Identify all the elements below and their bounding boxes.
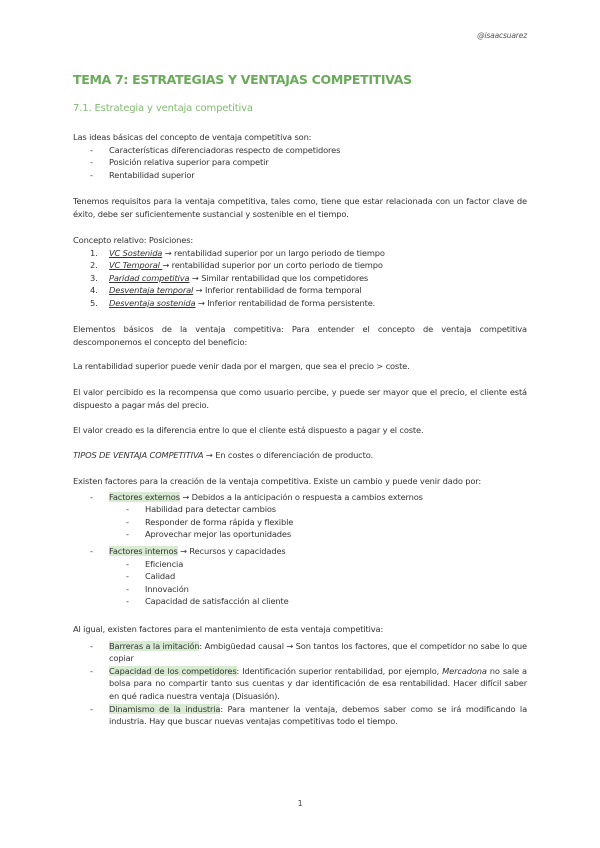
description: → Recursos y capacidades	[177, 545, 286, 556]
highlighted-term: Factores externos	[109, 491, 180, 502]
description: : Para mantener la ventaja, debemos saber como se irá modificando la industria. Hay que buscar nuevas ventajas competitivas todo el tiempo.	[109, 703, 527, 727]
paragraph: Existen factores para la creación de la ventaja competitiva. Existe un cambio y puede venir dado por:	[73, 476, 482, 486]
list-item	[73, 665, 527, 703]
list-item: - Eficiencia	[73, 558, 527, 571]
page-title: TEMA 7: ESTRATEGIAS Y VENTAJAS COMPETITIVAS	[73, 72, 412, 87]
list-item: - Posición relativa superior para competir	[73, 156, 527, 169]
page-header-author: @isaacsuarez	[477, 31, 527, 40]
paragraph: Tenemos requisitos para la ventaja competitiva, tales como, tiene que estar relacionada con un factor clave de éxito, debe ser suficientemente sustancial y sostenible en el tiempo.	[73, 196, 527, 219]
list-item	[73, 545, 527, 558]
description: no sale a bolsa para no compartir tanto sus cuentas y dar identificación de esa rentabilidad. Hacer difícil saber en qué radica nuestra ventaja (Disuasión).	[109, 665, 527, 701]
description: : Ambigüedad causal → Son tantos los factores, que el competidor no sabe lo que copiar	[109, 640, 527, 664]
term: VC Temporal	[109, 260, 163, 271]
list-item: - Innovación	[73, 583, 527, 596]
highlighted-term: Factores internos	[109, 545, 178, 556]
paragraph: El valor percibido es la recompensa que como usuario percibe, y puede ser mayor que el precio, el cliente está dispuesto a pagar más del precio.	[73, 387, 527, 410]
list-item: - Capacidad de satisfacción al cliente	[73, 595, 527, 608]
paragraph: Elementos básicos de la ventaja competitiva: Para entender el concepto de ventaja competitiva descomponemos el concepto del beneficio:	[73, 324, 527, 347]
item-number: 4.	[90, 285, 98, 296]
list-item: - Aprovechar mejor las oportunidades	[73, 528, 527, 541]
highlighted-term: Dinamismo de la industria	[109, 703, 221, 714]
paragraph: La rentabilidad superior puede venir dada por el margen, que sea el precio > coste.	[73, 361, 410, 371]
list-item: - Habilidad para detectar cambios	[73, 503, 527, 516]
paragraph: Al igual, existen factores para el mantenimiento de esta ventaja competitiva:	[73, 624, 384, 634]
description: → Similar rentabilidad que los competidores	[189, 272, 369, 283]
list-item	[73, 297, 527, 310]
list-item	[73, 259, 527, 272]
item-number: 2.	[90, 260, 98, 271]
positions-block	[73, 234, 527, 310]
section-heading: 7.1. Estrategia y ventaja competitiva	[73, 103, 253, 114]
list-item: - Calidad	[73, 570, 527, 583]
highlighted-term: Capacidad de los competidores	[109, 665, 237, 676]
item-number: 3.	[90, 272, 98, 283]
description: → rentabilidad superior por un corto periodo de tiempo	[162, 260, 383, 271]
item-number: 1.	[90, 247, 98, 258]
description: → Inferior rentabilidad de forma persistente.	[195, 297, 376, 308]
description: : Identificación superior rentabilidad, por ejemplo,	[236, 665, 443, 676]
list-item	[73, 640, 527, 665]
term: TIPOS DE VENTAJA COMPETITIVA	[73, 450, 204, 460]
term: VC Sostenida	[109, 247, 163, 258]
term: Paridad competitiva	[109, 272, 190, 283]
highlighted-term: Barreras a la imitación	[109, 640, 200, 651]
emphasis: Mercadona	[442, 665, 487, 676]
list-item	[73, 284, 527, 297]
term: Desventaja sostenida	[109, 297, 196, 308]
ideas-block	[73, 131, 527, 181]
description: → Inferior rentabilidad de forma temporal	[193, 285, 362, 296]
paragraph: Las ideas básicas del concepto de ventaja competitiva son:	[73, 132, 312, 142]
list-item	[73, 272, 527, 285]
description: → En costes o diferenciación de producto.	[203, 450, 373, 460]
maintenance-block	[73, 623, 527, 728]
term: Desventaja temporal	[109, 285, 194, 296]
list-item: - Características diferenciadoras respecto de competidores	[73, 144, 527, 157]
list-item	[73, 703, 527, 728]
paragraph: El valor creado es la diferencia entre lo que el cliente está dispuesto a pagar y el coste.	[73, 425, 424, 435]
description: → Debidos a la anticipación o respuesta a cambios externos	[179, 491, 423, 502]
item-number: 5.	[90, 297, 98, 308]
list-item: - Rentabilidad superior	[73, 169, 527, 182]
list-item	[73, 247, 527, 260]
paragraph	[73, 449, 527, 462]
creation-block	[73, 475, 527, 608]
list-item	[73, 491, 527, 504]
list-item: - Responder de forma rápida y flexible	[73, 516, 527, 529]
description: → rentabilidad superior por un largo periodo de tiempo	[162, 247, 385, 258]
page-number: 1	[297, 799, 303, 808]
paragraph: Concepto relativo: Posiciones:	[73, 235, 194, 245]
